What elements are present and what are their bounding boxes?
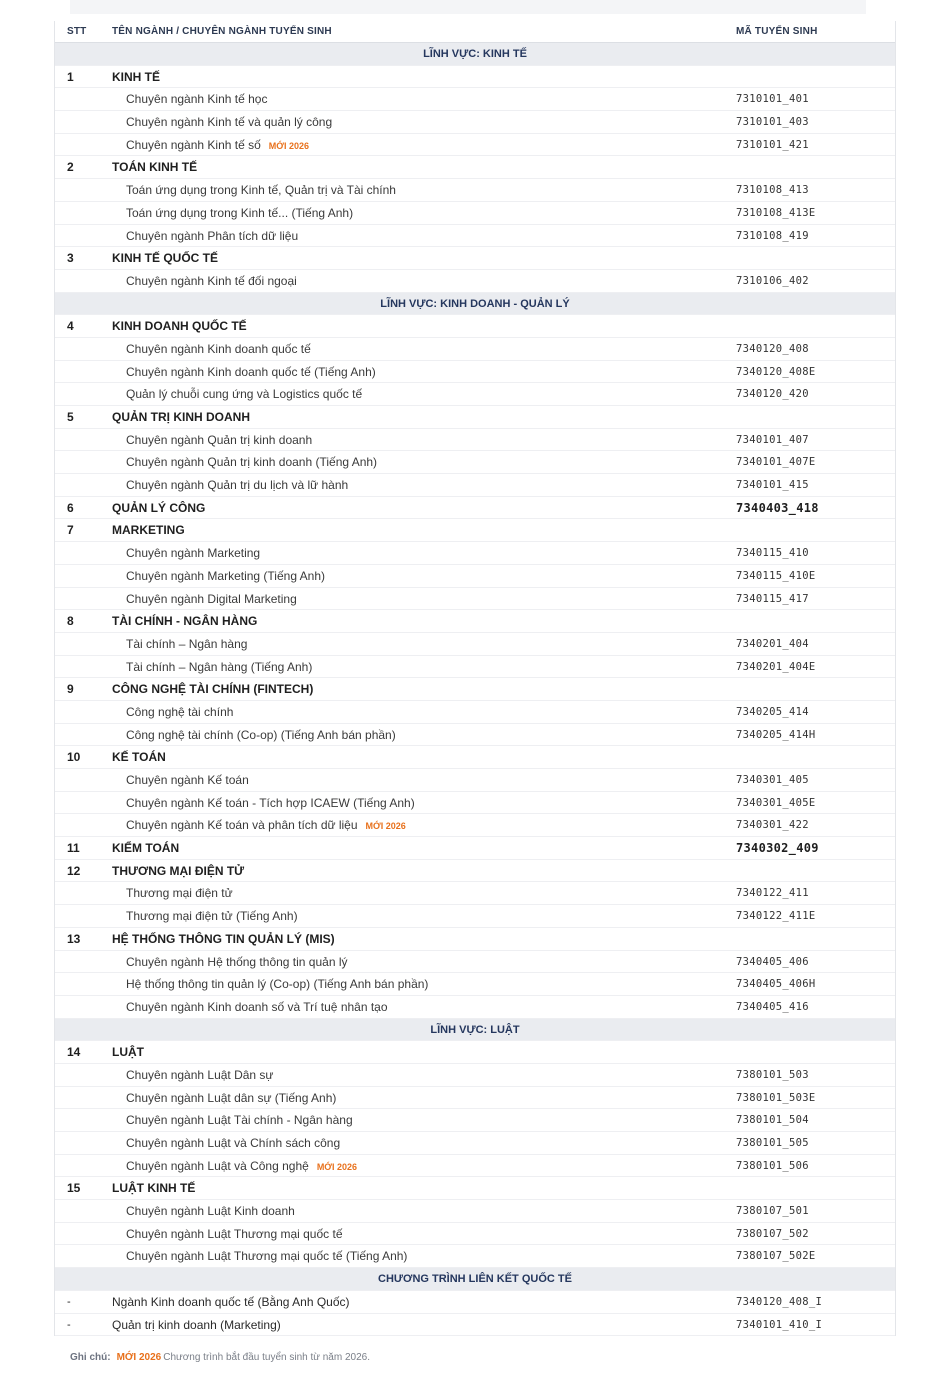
row-name-text: Chuyên ngành Marketing — [126, 546, 261, 561]
row-code: 7340301_422 — [736, 819, 809, 832]
footnote-text: Chương trình bắt đầu tuyển sinh từ năm 2026. — [163, 1352, 370, 1363]
row-name-text: Thương mại điện tử (Tiếng Anh) — [126, 909, 298, 924]
specialization-row — [55, 451, 895, 474]
row-name — [112, 134, 309, 158]
row-name-text: Chuyên ngành Luật Tài chính - Ngân hàng — [126, 1113, 353, 1128]
row-name — [112, 633, 247, 656]
row-stt: 12 — [67, 863, 81, 878]
major-row — [55, 746, 895, 769]
row-name — [112, 678, 313, 701]
specialization-row — [55, 565, 895, 588]
new-badge: MỚI 2026 — [316, 1161, 358, 1172]
specialization-row — [55, 1200, 895, 1223]
row-code: 7340301_405 — [736, 774, 809, 786]
row-name-text: HỆ THỐNG THÔNG TIN QUẢN LÝ (MIS) — [112, 931, 335, 946]
row-name — [112, 882, 233, 905]
row-stt: 4 — [67, 319, 74, 334]
row-stt: 3 — [67, 251, 74, 266]
row-stt: 8 — [67, 614, 74, 629]
row-name-text: Công nghệ tài chính (Co-op) (Tiếng Anh bán phần) — [126, 727, 396, 742]
specialization-row — [55, 542, 895, 565]
row-code: 7340120_420 — [736, 388, 809, 401]
row-name — [112, 519, 185, 542]
new-badge: MỚI 2026 — [268, 140, 309, 151]
row-name-text: Chuyên ngành Luật Kinh doanh — [126, 1204, 295, 1219]
footnote — [70, 1352, 370, 1363]
row-code: 7340115_410E — [736, 569, 816, 582]
row-code: 7340115_417 — [736, 592, 809, 605]
row-name-text: TÀI CHÍNH - NGÂN HÀNG — [112, 614, 258, 629]
specialization-row — [55, 882, 895, 905]
specialization-row — [55, 905, 895, 928]
row-name-text: LUẬT — [112, 1045, 144, 1060]
specialization-row — [55, 202, 895, 225]
major-row — [55, 406, 895, 429]
row-stt: 1 — [67, 69, 74, 84]
specialization-row — [55, 633, 895, 656]
row-name — [112, 724, 396, 747]
row-name — [112, 88, 267, 111]
row-stt: 2 — [67, 160, 74, 175]
major-row — [55, 678, 895, 701]
row-name-text: Chuyên ngành Kinh tế số — [126, 137, 261, 152]
row-code: 7340101_407E — [736, 456, 816, 469]
row-code: 7310108_413 — [736, 184, 809, 197]
row-name — [112, 1200, 295, 1223]
specialization-row — [55, 134, 895, 157]
specialization-row — [55, 1155, 895, 1178]
row-code: 7340205_414 — [736, 705, 809, 718]
row-code: 7380101_505 — [736, 1137, 809, 1149]
row-name-text: Chuyên ngành Kinh doanh số và Trí tuệ nhân tạo — [126, 999, 388, 1014]
row-name-text: QUẢN LÝ CÔNG — [112, 500, 206, 515]
header-stt: STT — [67, 26, 87, 37]
row-name — [112, 814, 406, 838]
row-code: 7380101_504 — [736, 1114, 809, 1127]
major-row — [55, 247, 895, 270]
row-name-text: THƯƠNG MẠI ĐIỆN TỬ — [112, 863, 245, 878]
row-name — [112, 1291, 350, 1314]
row-stt: 6 — [67, 500, 74, 515]
section-header — [55, 1268, 895, 1291]
row-name — [112, 429, 312, 452]
row-name — [112, 1041, 144, 1064]
row-code: 7340205_414H — [736, 728, 816, 741]
row-name — [112, 406, 250, 429]
row-code: 7340101_415 — [736, 479, 809, 492]
row-name-text: TOÁN KINH TẾ — [112, 160, 198, 175]
row-stt: 5 — [67, 410, 74, 424]
row-name — [112, 202, 353, 225]
major-row — [55, 1041, 895, 1064]
row-name — [112, 588, 297, 611]
row-code: 7340101_410_I — [736, 1318, 823, 1331]
specialization-row — [55, 951, 895, 974]
row-name — [112, 1109, 353, 1132]
row-code: 7310106_402 — [736, 274, 809, 287]
row-name-text: Hệ thống thông tin quản lý (Co-op) (Tiếng Anh bán phần) — [126, 977, 429, 992]
row-name-text: KIỂM TOÁN — [112, 841, 180, 856]
header-code: MÃ TUYỂN SINH — [736, 26, 818, 37]
row-code: 7340405_416 — [736, 1000, 809, 1013]
specialization-row — [55, 1064, 895, 1087]
specialization-row — [55, 769, 895, 792]
row-name — [112, 270, 297, 293]
row-name-text: Chuyên ngành Luật dân sự (Tiếng Anh) — [126, 1090, 337, 1105]
row-name-text: Chuyên ngành Kế toán - Tích hợp ICAEW (Tiếng Anh) — [126, 795, 415, 810]
specialization-row — [55, 656, 895, 679]
major-row — [55, 156, 895, 179]
row-name — [112, 1223, 343, 1246]
row-code: 7380101_503 — [736, 1068, 809, 1081]
row-name-text: CÔNG NGHỆ TÀI CHÍNH (FINTECH) — [112, 682, 314, 697]
row-name-text: Chuyên ngành Phân tích dữ liệu — [126, 228, 299, 243]
major-row — [55, 66, 895, 89]
specialization-row — [55, 361, 895, 384]
specialization-row — [55, 429, 895, 452]
row-name — [112, 792, 415, 815]
row-name — [112, 1064, 273, 1087]
row-name-text: KINH TẾ — [112, 69, 160, 84]
row-name — [112, 951, 348, 974]
row-name-text: KINH TẾ QUỐC TẾ — [112, 251, 219, 266]
row-code: 7340115_410 — [736, 547, 809, 560]
specialization-row — [55, 1132, 895, 1155]
major-row — [55, 610, 895, 633]
major-row — [55, 519, 895, 542]
row-name — [112, 66, 160, 89]
row-name-text: Chuyên ngành Kế toán và phân tích dữ liệu — [126, 818, 358, 833]
specialization-row — [55, 179, 895, 202]
row-name — [112, 451, 377, 474]
row-stt: 11 — [67, 841, 80, 856]
row-code: 7340201_404E — [736, 660, 816, 673]
row-name-text: Chuyên ngành Luật và Chính sách công — [126, 1136, 341, 1150]
row-name — [112, 156, 197, 179]
major-row — [55, 315, 895, 338]
major-row — [55, 860, 895, 883]
new-badge: MỚI 2026 — [116, 1352, 162, 1363]
row-stt: - — [67, 1318, 71, 1331]
row-name — [112, 1314, 281, 1337]
row-name — [112, 860, 244, 883]
row-name — [112, 996, 388, 1019]
row-name — [112, 111, 332, 134]
row-code: 7340201_404 — [736, 637, 809, 650]
row-name — [112, 225, 298, 248]
major-row — [55, 1177, 895, 1200]
row-name-text: KINH DOANH QUỐC TẾ — [112, 319, 247, 334]
row-name-text: Chuyên ngành Luật và Công nghệ — [126, 1158, 309, 1173]
row-name-text: Chuyên ngành Luật Dân sự — [126, 1067, 274, 1082]
row-code: 7310101_401 — [736, 93, 809, 106]
row-name — [112, 497, 205, 520]
row-name-text: Chuyên ngành Quản trị kinh doanh — [126, 432, 313, 447]
row-code: 7310108_419 — [736, 229, 809, 242]
row-code: 7380101_506 — [736, 1159, 809, 1172]
row-stt: - — [67, 1295, 71, 1308]
header-name: TÊN NGÀNH / CHUYÊN NGÀNH TUYỂN SINH — [112, 26, 332, 37]
row-name — [112, 383, 362, 406]
row-stt: 10 — [67, 750, 81, 765]
row-name-text: QUẢN TRỊ KINH DOANH — [112, 410, 250, 424]
row-name-text: Chuyên ngành Quản trị du lịch và lữ hành — [126, 478, 349, 493]
row-code: 7380107_502E — [736, 1250, 816, 1263]
row-name — [112, 1087, 336, 1110]
specialization-row — [55, 1087, 895, 1110]
table-header — [55, 21, 895, 43]
specialization-row — [55, 383, 895, 406]
row-name — [112, 1177, 195, 1200]
row-name-text: Chuyên ngành Kinh doanh quốc tế — [126, 341, 311, 356]
row-name — [112, 474, 348, 497]
row-name-text: Tài chính – Ngân hàng (Tiếng Anh) — [126, 659, 313, 674]
section-header — [55, 293, 895, 316]
specialization-row — [55, 1223, 895, 1246]
row-name-text: Công nghệ tài chính — [126, 704, 234, 719]
section-title: LĨNH VỰC: LUẬT — [430, 1023, 520, 1036]
row-name — [112, 905, 298, 928]
major-row — [55, 1314, 895, 1337]
row-name-text: Chuyên ngành Kinh tế và quản lý công — [126, 115, 333, 130]
row-code: 7340405_406H — [736, 978, 816, 991]
row-name — [112, 1155, 357, 1179]
specialization-row — [55, 996, 895, 1019]
row-name — [112, 746, 166, 769]
row-name-text: Ngành Kinh doanh quốc tế (Bằng Anh Quốc) — [112, 1294, 350, 1309]
row-name-text: Chuyên ngành Luật Thương mại quốc tế — [126, 1226, 343, 1241]
table-body — [55, 43, 895, 1336]
row-name — [112, 656, 312, 679]
row-name-text: Chuyên ngành Quản trị kinh doanh (Tiếng Anh) — [126, 455, 378, 470]
row-code: 7340101_407 — [736, 433, 809, 446]
specialization-row — [55, 973, 895, 996]
row-name — [112, 769, 249, 792]
row-stt: 15 — [67, 1181, 81, 1196]
row-name — [112, 315, 247, 338]
section-title: LĨNH VỰC: KINH TẾ — [423, 48, 527, 60]
row-code: 7310101_403 — [736, 116, 809, 129]
row-name-text: Chuyên ngành Digital Marketing — [126, 591, 297, 606]
specialization-row — [55, 270, 895, 293]
row-name — [112, 610, 257, 633]
specialization-row — [55, 724, 895, 747]
row-name — [112, 837, 179, 860]
row-code: 7340120_408_I — [736, 1295, 823, 1308]
row-name-text: LUẬT KINH TẾ — [112, 1181, 196, 1196]
row-code: 7340120_408 — [736, 342, 809, 355]
row-stt: 14 — [67, 1045, 81, 1060]
section-header — [55, 1019, 895, 1042]
row-name-text: Toán ứng dụng trong Kinh tế... (Tiếng Anh) — [126, 205, 354, 220]
row-code: 7340403_418 — [736, 500, 819, 515]
row-name — [112, 565, 325, 588]
major-row — [55, 837, 895, 860]
specialization-row — [55, 588, 895, 611]
specialization-row — [55, 701, 895, 724]
row-code: 7380107_502 — [736, 1227, 809, 1240]
specialization-row — [55, 1109, 895, 1132]
row-name — [112, 247, 218, 270]
row-stt: 7 — [67, 523, 74, 538]
row-code: 7340302_409 — [736, 841, 819, 856]
row-name-text: Chuyên ngành Hệ thống thông tin quản lý — [126, 954, 348, 969]
row-code: 7310108_413E — [736, 206, 816, 219]
row-name — [112, 1245, 407, 1268]
row-name — [112, 542, 260, 565]
row-name-text: Chuyên ngành Kinh doanh quốc tế (Tiếng Anh) — [126, 364, 376, 379]
row-name — [112, 1132, 340, 1155]
row-code: 7340122_411 — [736, 887, 809, 900]
row-code: 7380107_501 — [736, 1205, 809, 1218]
row-name-text: Chuyên ngành Kinh tế đối ngoại — [126, 273, 297, 288]
row-code: 7340405_406 — [736, 955, 809, 968]
row-name — [112, 701, 233, 724]
row-name-text: MARKETING — [112, 523, 185, 538]
row-code: 7340120_408E — [736, 365, 816, 378]
section-title: CHƯƠNG TRÌNH LIÊN KẾT QUỐC TẾ — [378, 1273, 572, 1286]
specialization-row — [55, 474, 895, 497]
specialization-row — [55, 88, 895, 111]
row-name-text: Quản lý chuỗi cung ứng và Logistics quốc tế — [126, 387, 363, 402]
row-name-text: Chuyên ngành Luật Thương mại quốc tế (Tiếng Anh) — [126, 1249, 408, 1264]
top-bar — [70, 0, 866, 14]
row-code: 7310101_421 — [736, 138, 809, 151]
row-stt: 9 — [67, 682, 74, 697]
row-name-text: Thương mại điện tử — [126, 886, 233, 901]
row-name — [112, 338, 311, 361]
section-header — [55, 43, 895, 66]
row-name-text: Toán ứng dụng trong Kinh tế, Quản trị và Tài chính — [126, 183, 396, 198]
row-name-text: Tài chính – Ngân hàng — [126, 636, 248, 651]
row-stt: 13 — [67, 931, 81, 946]
row-name — [112, 973, 428, 996]
row-name-text: KẾ TOÁN — [112, 750, 166, 765]
major-row — [55, 1291, 895, 1314]
specialization-row — [55, 792, 895, 815]
specialization-row — [55, 111, 895, 134]
specialization-row — [55, 814, 895, 837]
row-name-text: Chuyên ngành Kế toán — [126, 773, 249, 787]
specialization-row — [55, 225, 895, 248]
section-title: LĨNH VỰC: KINH DOANH - QUẢN LÝ — [380, 297, 570, 310]
major-row — [55, 928, 895, 951]
admission-table — [54, 21, 896, 1336]
row-name — [112, 179, 396, 202]
major-row — [55, 497, 895, 520]
row-code: 7380101_503E — [736, 1091, 816, 1104]
row-name — [112, 361, 376, 384]
row-code: 7340301_405E — [736, 796, 816, 809]
specialization-row — [55, 1245, 895, 1268]
row-name-text: Chuyên ngành Kinh tế học — [126, 92, 268, 107]
row-name-text: Quản trị kinh doanh (Marketing) — [112, 1317, 281, 1332]
row-name-text: Chuyên ngành Marketing (Tiếng Anh) — [126, 568, 326, 583]
row-code: 7340122_411E — [736, 910, 816, 923]
new-badge: MỚI 2026 — [365, 821, 406, 832]
specialization-row — [55, 338, 895, 361]
row-name — [112, 928, 335, 951]
footnote-label: Ghi chú: — [70, 1352, 111, 1363]
